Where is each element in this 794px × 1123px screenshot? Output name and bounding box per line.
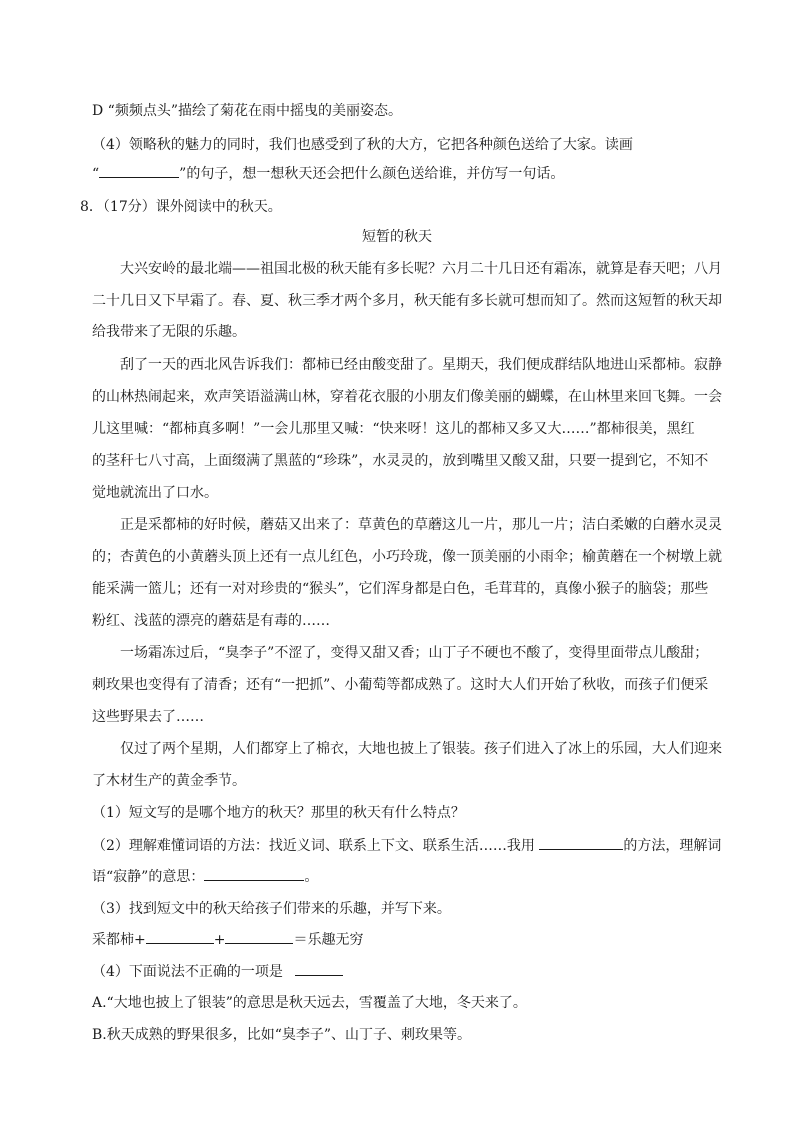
option-a: A.“大地也披上了银装”的意思是秋天远去，雪覆盖了大地，冬天来了。 — [92, 995, 527, 1011]
passage-line: 仅过了两个星期，人们都穿上了棉衣，大地也披上了银装。孩子们进入了冰上的乐园，大人们迎来 — [120, 741, 722, 757]
passage-line: 正是采都柿的好时候，蘑菇又出来了：草黄色的草蘑这儿一片，那儿一片；洁白柔嫩的白蘑水灵灵 — [120, 517, 722, 533]
passage-line: 的；杏黄色的小黄蘑头顶上还有一点儿红色，小巧玲珑，像一顶美丽的小雨伞；榆黄蘑在一个树墩上就 — [92, 549, 722, 565]
passage-line: 的茎秆七八寸高，上面缀满了黑蓝的“珍珠”，水灵灵的，放到嘴里又酸又甜，只要一提到它，不知不 — [92, 453, 709, 469]
passage-line: 儿这里喊：“都柿真多啊！”一会儿那里又喊：“快来呀！这儿的都柿又多又大……”都柿很美，黑红 — [92, 421, 695, 437]
prev-q4-rest: ”的句子，想一想秋天还会把什么颜色送给谁，并仿写一句话。 — [179, 166, 565, 182]
sub-question-2-line1 — [92, 835, 721, 855]
formula-plus: + — [213, 932, 226, 948]
sub4-answer-blank[interactable] — [295, 961, 343, 976]
sub4-text: （4）下面说法不正确的一项是 — [92, 964, 283, 980]
prev-question-4-line2 — [92, 163, 564, 183]
sub-question-4 — [92, 961, 343, 981]
passage-line: 的山林热闹起来，欢声笑语溢满山林，穿着花衣服的小朋友们像美丽的蝴蝶，在山林里来回飞舞。一会 — [92, 389, 722, 405]
sub2-text-a: （2）理解难懂词语的方法：找近义词、联系上下文、联系生活……我用 — [92, 838, 535, 854]
prev-q4-blank[interactable] — [99, 163, 179, 178]
formula-blank-2[interactable] — [225, 929, 293, 944]
sub2-text-d: 。 — [304, 869, 319, 885]
passage-line: 刺玫果也变得有了清香；还有“一把抓”、小葡萄等都成熟了。这时大人们开始了秋收，而孩子们便采 — [92, 677, 709, 693]
passage-line: 给我带来了无限的乐趣。 — [92, 324, 246, 340]
passage-line: 刮了一天的西北风告诉我们：都柿已经由酸变甜了。星期天，我们便成群结队地进山采都柿。寂静 — [120, 357, 722, 373]
passage-line: 大兴安岭的最北端——祖国北极的秋天能有多长呢？六月二十几日还有霜冻，就算是春天吧；八月 — [120, 261, 722, 277]
formula-blank-1[interactable] — [146, 929, 214, 944]
sub2-meaning-blank[interactable] — [204, 866, 304, 881]
sub-question-1: （1）短文写的是哪个地方的秋天？那里的秋天有什么特点？ — [92, 805, 465, 821]
passage-line: 这些野果去了…… — [92, 709, 204, 725]
passage-line: 能采满一篮儿；还有一对对珍贵的“猴头”，它们浑身都是白色，毛茸茸的，真像小猴子的脑袋；那些 — [92, 581, 709, 597]
passage-line: 二十几日又下早霜了。春、夏、秋三季才两个多月，秋天能有多长就可想而知了。然而这短暂的秋天却 — [92, 293, 722, 309]
sub2-method-blank[interactable] — [539, 835, 623, 850]
passage-line: 了木材生产的黄金季节。 — [92, 773, 246, 789]
sub-question-3: （3）找到短文中的秋天给孩子们带来的乐趣，并写下来。 — [92, 901, 451, 917]
prev-option-d: D “频频点头”描绘了菊花在雨中摇曳的美丽姿态。 — [92, 103, 402, 119]
option-b: B.秋天成熟的野果很多，比如“臭李子”、山丁子、刺玫果等。 — [92, 1027, 472, 1043]
sub2-text-b: 的方法，理解词 — [623, 838, 722, 854]
passage-line: 觉地就流出了口水。 — [92, 485, 218, 501]
sub2-text-c: 语“寂静”的意思： — [92, 869, 205, 885]
formula-end: ＝乐趣无穷 — [293, 932, 364, 948]
prev-q4-open-quote: “ — [92, 166, 100, 182]
passage-line: 一场霜冻过后，“臭李子”不涩了，变得又甜又香；山丁子不硬也不酸了，变得里面带点儿酸甜； — [120, 645, 709, 661]
formula-start: 采都柿+ — [92, 932, 146, 948]
prev-question-4-line1: （4）领略秋的魅力的同时，我们也感受到了秋的大方，它把各种颜色送给了大家。读画 — [92, 137, 633, 153]
sub-question-2-line2 — [92, 866, 318, 886]
passage-title: 短暂的秋天 — [362, 229, 432, 245]
sub-question-3-formula — [92, 929, 363, 949]
passage-line: 粉红、浅蓝的漂亮的蘑菇是有毒的…… — [92, 613, 330, 629]
question-8-header: 8．（17分）课外阅读中的秋天。 — [80, 199, 282, 215]
